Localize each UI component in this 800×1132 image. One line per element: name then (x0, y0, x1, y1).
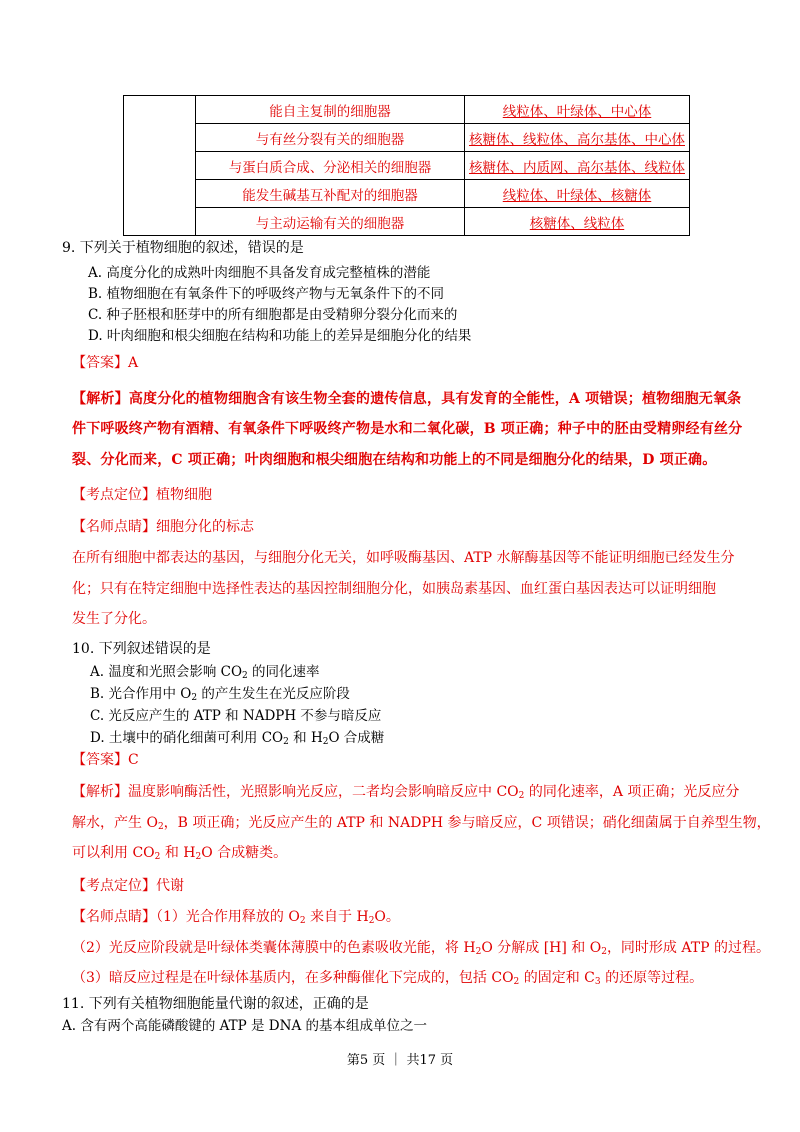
tip-value: 细胞分化的标志 (156, 519, 254, 535)
table-row (124, 152, 690, 180)
q9-option-b: B. 植物细胞在有氧条件下的呼吸终产物与无氧条件下的不同 (88, 286, 445, 302)
subscript: 3 (594, 977, 601, 987)
text: 来自于 H (305, 909, 369, 925)
q9-stem: 9. 下列关于植物细胞的叙述，错误的是 (62, 240, 304, 256)
analysis-label: 【解析】 (72, 784, 128, 800)
table-cell-desc: 能自主复制的细胞器 (196, 96, 465, 124)
q10-option-b (90, 682, 350, 703)
text: O 分解成 [H] 和 O (481, 940, 602, 956)
text: D. 土壤中的硝化细菌可利用 CO (90, 730, 284, 746)
text: ，B 项正确；光反应产生的 ATP 和 NADPH 参与暗反应，C 项错误；硝化细菌属于自养型生物， (163, 815, 771, 831)
q10-stem: 10. 下列叙述错误的是 (72, 641, 211, 657)
q9-option-c: C. 种子胚根和胚芽中的所有细胞都是由受精卵分裂分化而来的 (88, 307, 458, 323)
q10-analysis-line-1 (72, 781, 739, 801)
text: O 合成糖 (328, 730, 385, 746)
text: 的同化速率 (247, 664, 320, 680)
point-label: 【考点定位】 (72, 878, 156, 894)
q11-stem: 11. 下列有关植物细胞能量代谢的叙述，正确的是 (62, 996, 369, 1012)
point-label: 【考点定位】 (72, 487, 156, 503)
text: 解水，产生 O (72, 815, 158, 831)
answer-value: A (128, 355, 139, 371)
tip-label: 【名师点睛】 (72, 519, 156, 535)
analysis-text: 高度分化的植物细胞含有该生物全套的遗传信息，具有发育的全能性，A 项错误；植物细胞无氧条 (128, 391, 742, 407)
q10-point (72, 875, 184, 895)
point-value: 植物细胞 (156, 487, 212, 503)
q10-option-a (90, 660, 320, 681)
q9-tip (72, 516, 254, 536)
organelle-table (123, 95, 690, 236)
q9-answer (72, 352, 138, 372)
text: （1）光合作用释放的 O (156, 909, 300, 925)
text: 的固定和 C (519, 970, 595, 986)
table-cell-answer: 线粒体、叶绿体、中心体 (465, 96, 690, 124)
subscript: 2 (513, 977, 520, 987)
answer-label: 【答案】 (72, 752, 128, 768)
text: 温度影响酶活性，光照影响光反应，二者均会影响暗反应中 CO (128, 784, 519, 800)
text: B. 光合作用中 O (90, 686, 192, 702)
subscript: 2 (283, 737, 289, 747)
subscript: 2 (518, 791, 525, 801)
table-cell-answer: 核糖体、内质网、高尔基体、线粒体 (465, 152, 690, 180)
q10-analysis-line-3 (72, 842, 287, 862)
text: O。 (374, 909, 400, 925)
text: （3）暗反应过程是在叶绿体基质内，在多种酶催化下完成的，包括 CO (72, 970, 514, 986)
q9-analysis-line-1 (72, 388, 741, 408)
table-cell-answer: 线粒体、叶绿体、核糖体 (465, 180, 690, 208)
table-row (124, 180, 690, 208)
text: 和 H (288, 730, 323, 746)
table-row (124, 96, 690, 124)
subscript: 2 (242, 671, 248, 681)
tip-label: 【名师点睛】 (72, 909, 156, 925)
q11-option-a: A. 含有两个高能磷酸键的 ATP 是 DNA 的基本组成单位之一 (62, 1018, 427, 1034)
q10-option-d (90, 726, 384, 747)
q10-tip-line-1 (72, 906, 400, 926)
q9-analysis-line-2: 件下呼吸终产物有酒精、有氧条件下呼吸终产物是水和二氧化碳，B 项正确；种子中的胚由受精卵经有丝分 (72, 421, 743, 437)
text: 和 H (160, 845, 196, 861)
text: 的同化速率，A 项正确；光反应分 (524, 784, 740, 800)
table-cell-answer: 核糖体、线粒体、高尔基体、中心体 (465, 124, 690, 152)
q9-point (72, 484, 212, 504)
text: O 合成糖类。 (201, 845, 288, 861)
q9-option-d: D. 叶肉细胞和根尖细胞在结构和功能上的差异是细胞分化的结果 (88, 328, 472, 344)
subscript: 2 (154, 852, 161, 862)
subscript: 2 (368, 916, 375, 926)
table-cell-answer: 核糖体、线粒体 (465, 208, 690, 236)
subscript: 2 (195, 852, 202, 862)
text: （2）光反应阶段就是叶绿体类囊体薄膜中的色素吸收光能，将 H (72, 940, 476, 956)
table-row (124, 124, 690, 152)
q9-analysis-line-3: 裂、分化而来，C 项正确；叶肉细胞和根尖细胞在结构和功能上的不同是细胞分化的结果，D 项正确。 (72, 452, 717, 468)
text: 可以利用 CO (72, 845, 155, 861)
subscript: 2 (191, 693, 198, 703)
table-row (124, 208, 690, 236)
subscript: 2 (299, 916, 306, 926)
q10-answer (72, 749, 139, 769)
q10-tip-line-3 (72, 967, 703, 987)
table-cell-desc: 与主动运输有关的细胞器 (196, 208, 465, 236)
subscript: 2 (322, 737, 329, 747)
q9-tip-line-2: 化；只有在特定细胞中选择性表达的基因控制细胞分化，如胰岛素基因、血红蛋白基因表达可以证明细胞 (72, 581, 716, 597)
subscript: 2 (475, 947, 482, 957)
text: 的产生发生在光反应阶段 (197, 686, 350, 702)
q9-option-a: A. 高度分化的成熟叶肉细胞不具备发育成完整植株的潜能 (88, 265, 431, 281)
subscript: 2 (601, 947, 607, 957)
text: A. 温度和光照会影响 CO (90, 664, 243, 680)
q9-tip-line-1: 在所有细胞中都表达的基因，与细胞分化无关，如呼吸酶基因、ATP 水解酶基因等不能证明细胞已经发生分 (72, 550, 735, 566)
answer-value: C (128, 752, 139, 768)
answer-label: 【答案】 (72, 355, 128, 371)
table-cell-desc: 能发生碱基互补配对的细胞器 (196, 180, 465, 208)
analysis-label: 【解析】 (72, 391, 129, 407)
text: 的还原等过程。 (600, 970, 704, 986)
q9-tip-line-3: 发生了分化。 (72, 611, 156, 627)
table-cell-desc: 与蛋白质合成、分泌相关的细胞器 (196, 152, 465, 180)
q10-tip-line-2 (72, 937, 770, 957)
page-footer: 第5 页 ｜ 共17 页 (346, 1053, 454, 1068)
text: ，同时形成 ATP 的过程。 (606, 940, 770, 956)
table-cell-desc: 与有丝分裂有关的细胞器 (196, 124, 465, 152)
q10-option-c: C. 光反应产生的 ATP 和 NADPH 不参与暗反应 (90, 708, 382, 724)
point-value: 代谢 (156, 878, 184, 894)
table-blank-cell (124, 96, 196, 236)
subscript: 2 (157, 822, 164, 832)
q10-analysis-line-2 (72, 812, 771, 832)
